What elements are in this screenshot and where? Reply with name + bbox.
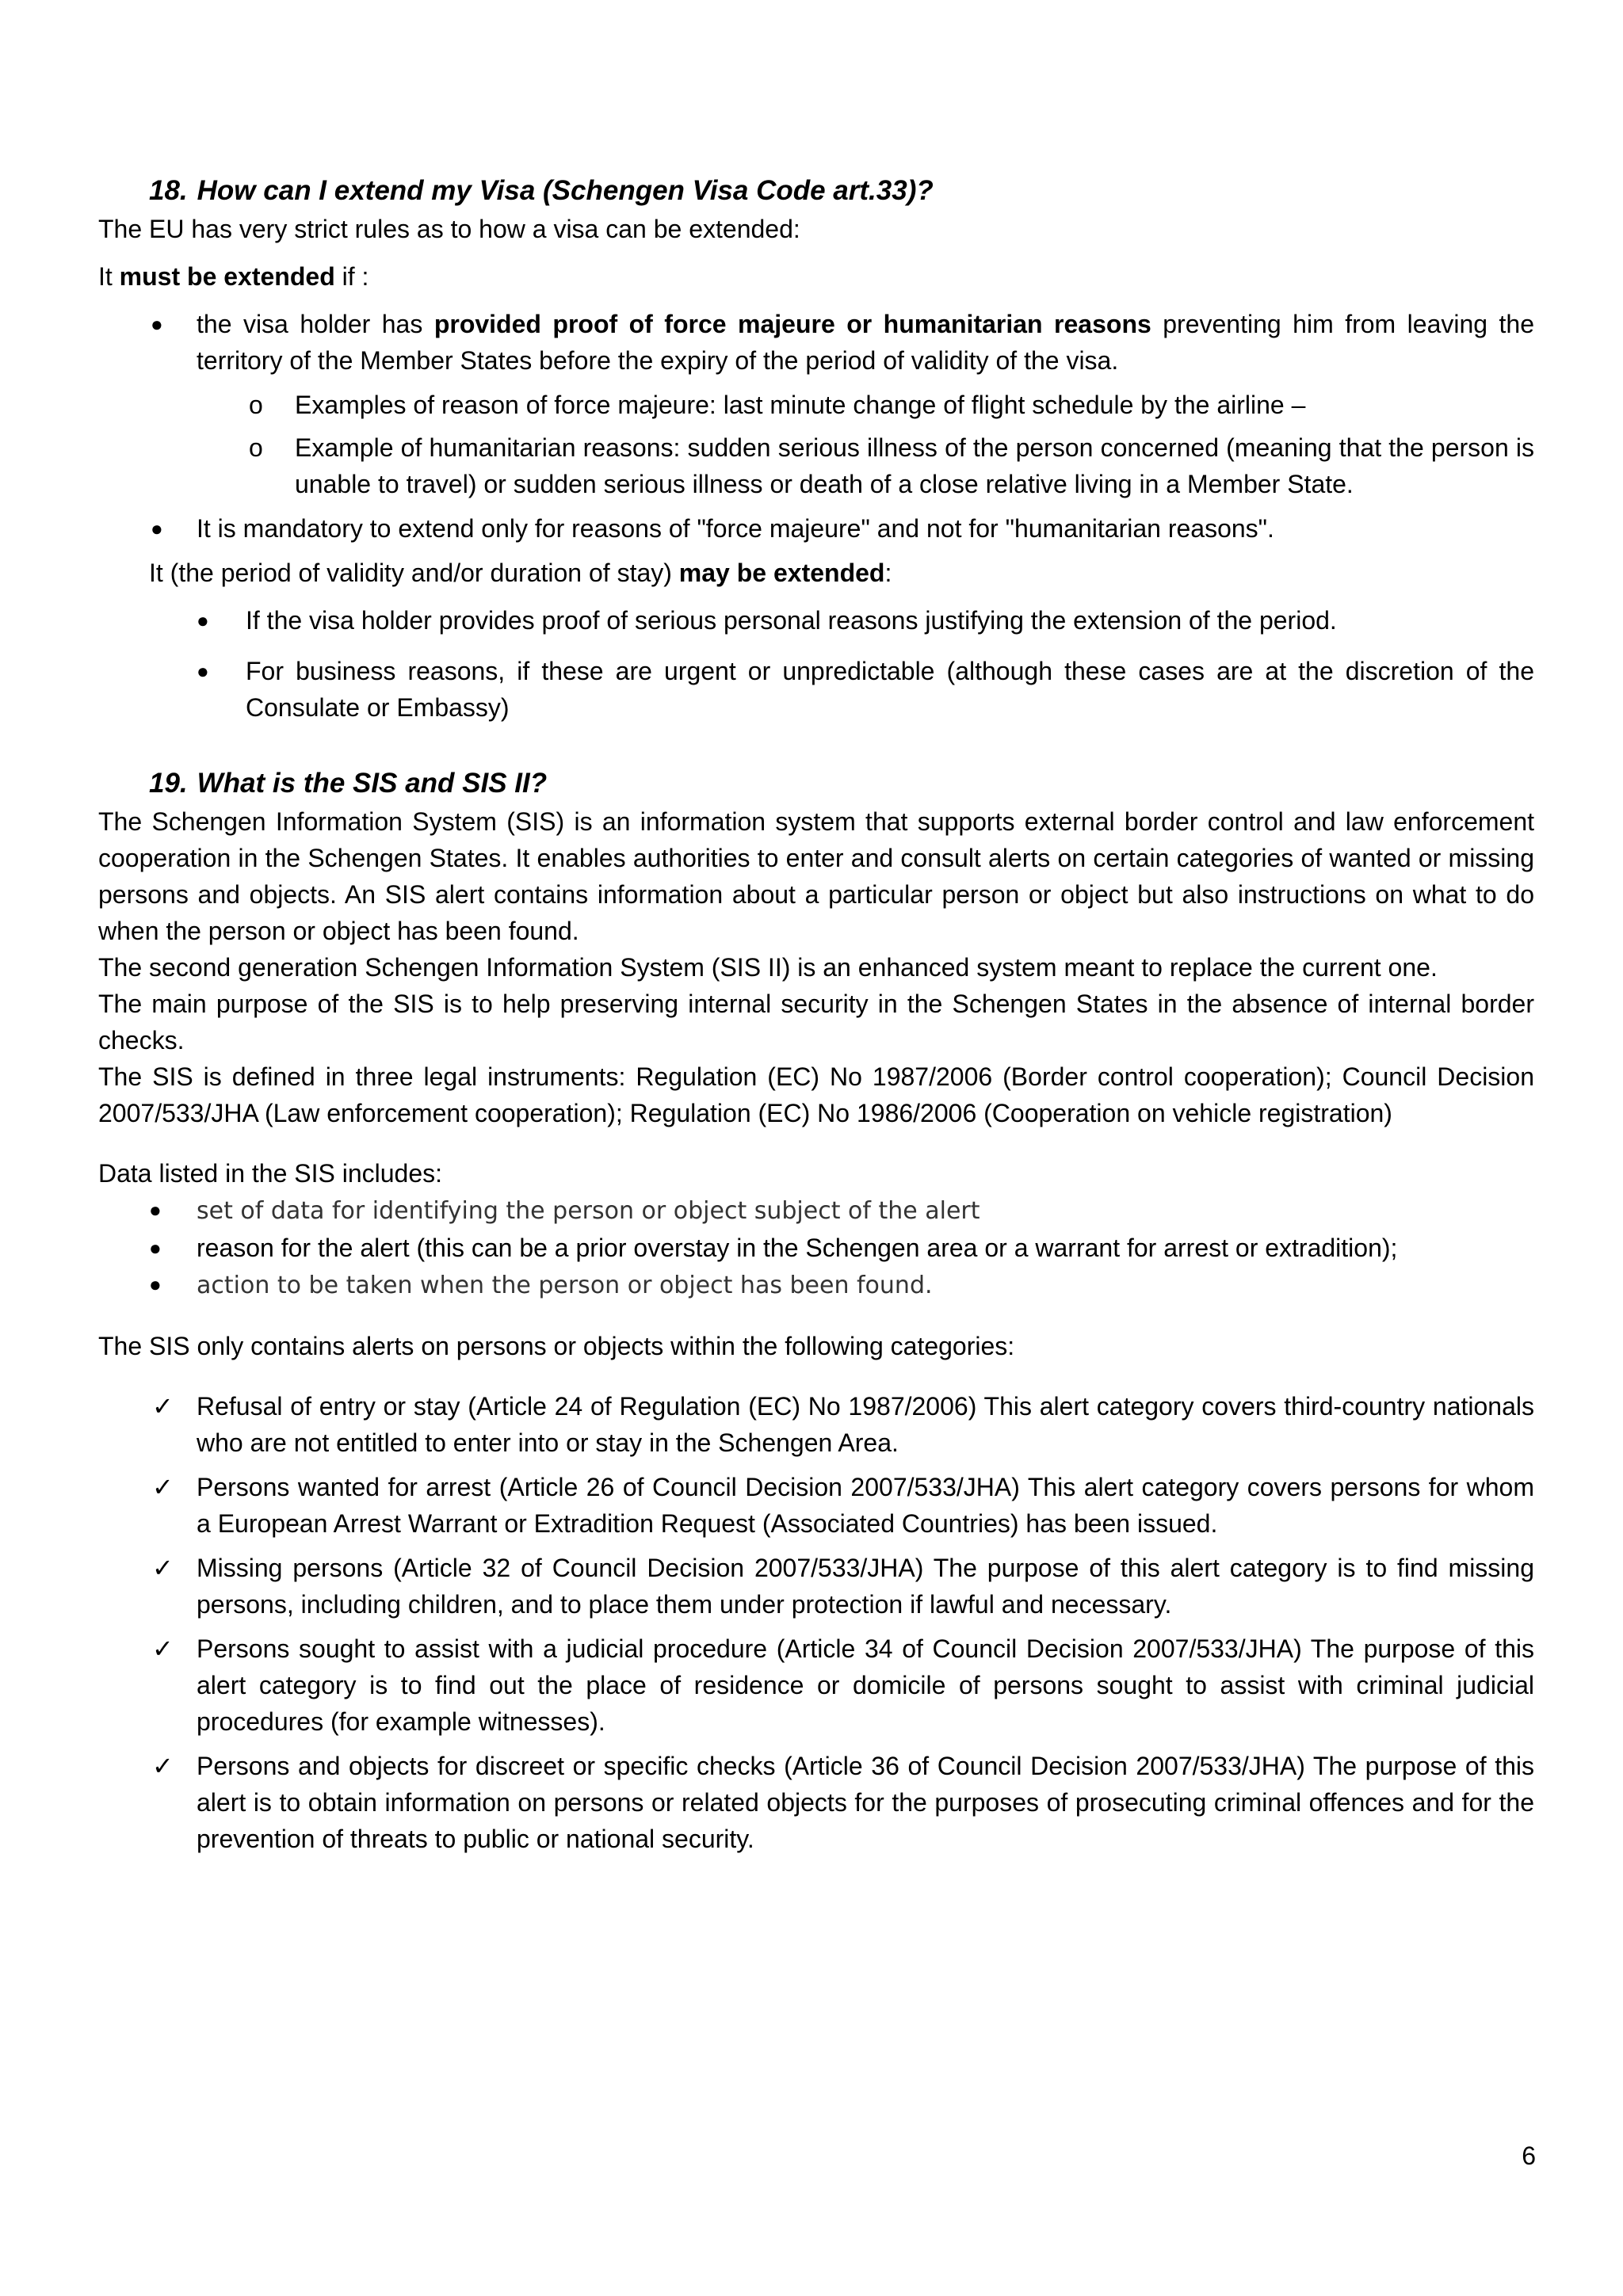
- q18-sub2: Example of humanitarian reasons: sudden serious illness of the person concerned (meaning that the person is unable to travel) or sudden serious illness or death of a close relative living in a Member State.: [295, 433, 1534, 498]
- bullet-icon: ●: [149, 1198, 162, 1222]
- q18-may1: If the visa holder provides proof of serious personal reasons justifying the extension of the period.: [246, 606, 1337, 635]
- list-item: [98, 653, 1534, 726]
- list-item: [98, 602, 1534, 639]
- page-number: 6: [1522, 2142, 1536, 2170]
- list-item: [98, 1748, 1534, 1857]
- q18-may-pre: It (the period of validity and/or duration of stay): [149, 559, 679, 587]
- q19-category-2: Persons wanted for arrest (Article 26 of Council Decision 2007/533/JHA) This alert category covers persons for whom a European Arrest Warrant or Extradition Request (Associated Countries) has been issued.: [197, 1473, 1534, 1538]
- q19-data-intro: Data listed in the SIS includes:: [98, 1159, 443, 1188]
- q18-must-pre: It: [98, 262, 120, 291]
- q18-must-list: [98, 306, 1534, 547]
- list-item: [98, 429, 1534, 502]
- heading-q18-title: How can I extend my Visa (Schengen Visa Code art.33)?: [197, 175, 934, 206]
- bullet-icon: ●: [151, 517, 163, 540]
- q19-data-item-2: reason for the alert (this can be a prior overstay in the Schengen area or a warrant for arrest or extradition);: [197, 1234, 1398, 1262]
- check-icon: ✓: [152, 1634, 174, 1663]
- heading-q18: [149, 171, 1534, 211]
- list-item: [98, 1630, 1534, 1740]
- bullet-icon: ●: [149, 1236, 162, 1260]
- q18-sub1: Examples of reason of force majeure: last minute change of flight schedule by the airline –: [295, 391, 1306, 419]
- list-item: [98, 1192, 1534, 1230]
- q19-data-list: [98, 1192, 1534, 1304]
- q19-para1: The Schengen Information System (SIS) is an information system that supports external border control and law enforcement cooperation in the Schengen States. It enables authorities to enter and consult alerts on certain categories of wanted or missing persons and objects. An SIS alert contains information about a particular person or object but also instructions on what to do when the person or object has been found.: [98, 807, 1534, 945]
- check-icon: ✓: [152, 1554, 174, 1582]
- q19-para3: The main purpose of the SIS is to help preserving internal security in the Schengen States in the absence of internal border checks.: [98, 990, 1534, 1055]
- q18-may2: For business reasons, if these are urgent or unpredictable (although these cases are at the discretion of the Consulate or Embassy): [246, 657, 1534, 722]
- bullet-icon: ●: [151, 312, 163, 336]
- q19-category-3: Missing persons (Article 32 of Council Decision 2007/533/JHA) The purpose of this alert category is to find missing persons, including children, and to place them under protection if lawful and necessary.: [197, 1554, 1534, 1619]
- q18-bullet2: It is mandatory to extend only for reasons of "force majeure" and not for "humanitarian reasons".: [197, 514, 1274, 543]
- q18-may-list: [98, 602, 1534, 726]
- circle-bullet-icon: o: [249, 391, 263, 419]
- page-content: [98, 171, 1534, 1865]
- q19-data-item-3: action to be taken when the person or object has been found.: [197, 1272, 933, 1299]
- heading-q19-title: What is the SIS and SIS II?: [197, 768, 548, 799]
- q18-may-extended: [98, 555, 1534, 591]
- q18-bullet1-pre: the visa holder has: [197, 310, 434, 338]
- q18-must-post: if :: [334, 262, 369, 291]
- heading-q18-number: 18.: [149, 175, 188, 206]
- q18-sub-list: [98, 387, 1534, 502]
- q18-bullet1-bold: provided proof of force majeure or humanitarian reasons: [433, 310, 1151, 338]
- circle-bullet-icon: o: [249, 433, 263, 462]
- list-item: [98, 387, 1534, 423]
- list-item: [98, 306, 1534, 502]
- q19-data-item-1: set of data for identifying the person or object subject of the alert: [197, 1197, 980, 1225]
- list-item: [98, 510, 1534, 547]
- q18-must-extended: [98, 258, 1534, 295]
- heading-q19: [149, 764, 1534, 803]
- bullet-icon: ●: [197, 659, 209, 683]
- q19-category-4: Persons sought to assist with a judicial procedure (Article 34 of Council Decision 2007/533/JHA) The purpose of this alert category is to find out the place of residence or domicile of persons sought to assist with criminal judicial procedures (for example witnesses).: [197, 1634, 1534, 1736]
- list-item: [98, 1469, 1534, 1542]
- list-item: [98, 1266, 1534, 1304]
- q19-categories-list: [98, 1388, 1534, 1857]
- list-item: [98, 1550, 1534, 1623]
- q19-category-5: Persons and objects for discreet or specific checks (Article 36 of Council Decision 2007/533/JHA) The purpose of this alert is to obtain information on persons or related objects for the purposes of prosecuting criminal offences and for the prevention of threats to public or national security.: [197, 1752, 1534, 1853]
- q19-para2: The second generation Schengen Information System (SIS II) is an enhanced system meant to replace the current one.: [98, 953, 1438, 982]
- bullet-icon: ●: [149, 1272, 162, 1296]
- check-icon: ✓: [152, 1473, 174, 1501]
- check-icon: ✓: [152, 1392, 174, 1421]
- list-item: [98, 1388, 1534, 1461]
- q18-must-bold: must be extended: [119, 262, 335, 291]
- q19-categories-intro: The SIS only contains alerts on persons or objects within the following categories:: [98, 1332, 1015, 1360]
- q18-intro: The EU has very strict rules as to how a visa can be extended:: [98, 215, 800, 243]
- bullet-icon: ●: [197, 608, 209, 632]
- check-icon: ✓: [152, 1752, 174, 1780]
- q19-category-1: Refusal of entry or stay (Article 24 of Regulation (EC) No 1987/2006) This alert category covers third-country nationals who are not entitled to enter into or stay in the Schengen Area.: [197, 1392, 1534, 1457]
- q18-bullet1-post: preventing him from leaving the territory of the Member States before the expiry of the period of validity of the visa.: [197, 310, 1535, 375]
- q18-may-post: :: [884, 559, 892, 587]
- list-item: [98, 1230, 1534, 1266]
- q18-may-bold: may be extended: [678, 559, 885, 587]
- q19-para4: The SIS is defined in three legal instruments: Regulation (EC) No 1987/2006 (Border control cooperation); Council Decision 2007/533/JHA (Law enforcement cooperation); Regulation (EC) No 1986/2006 (Cooperation on vehicle registration): [98, 1062, 1534, 1127]
- heading-q19-number: 19.: [149, 768, 188, 799]
